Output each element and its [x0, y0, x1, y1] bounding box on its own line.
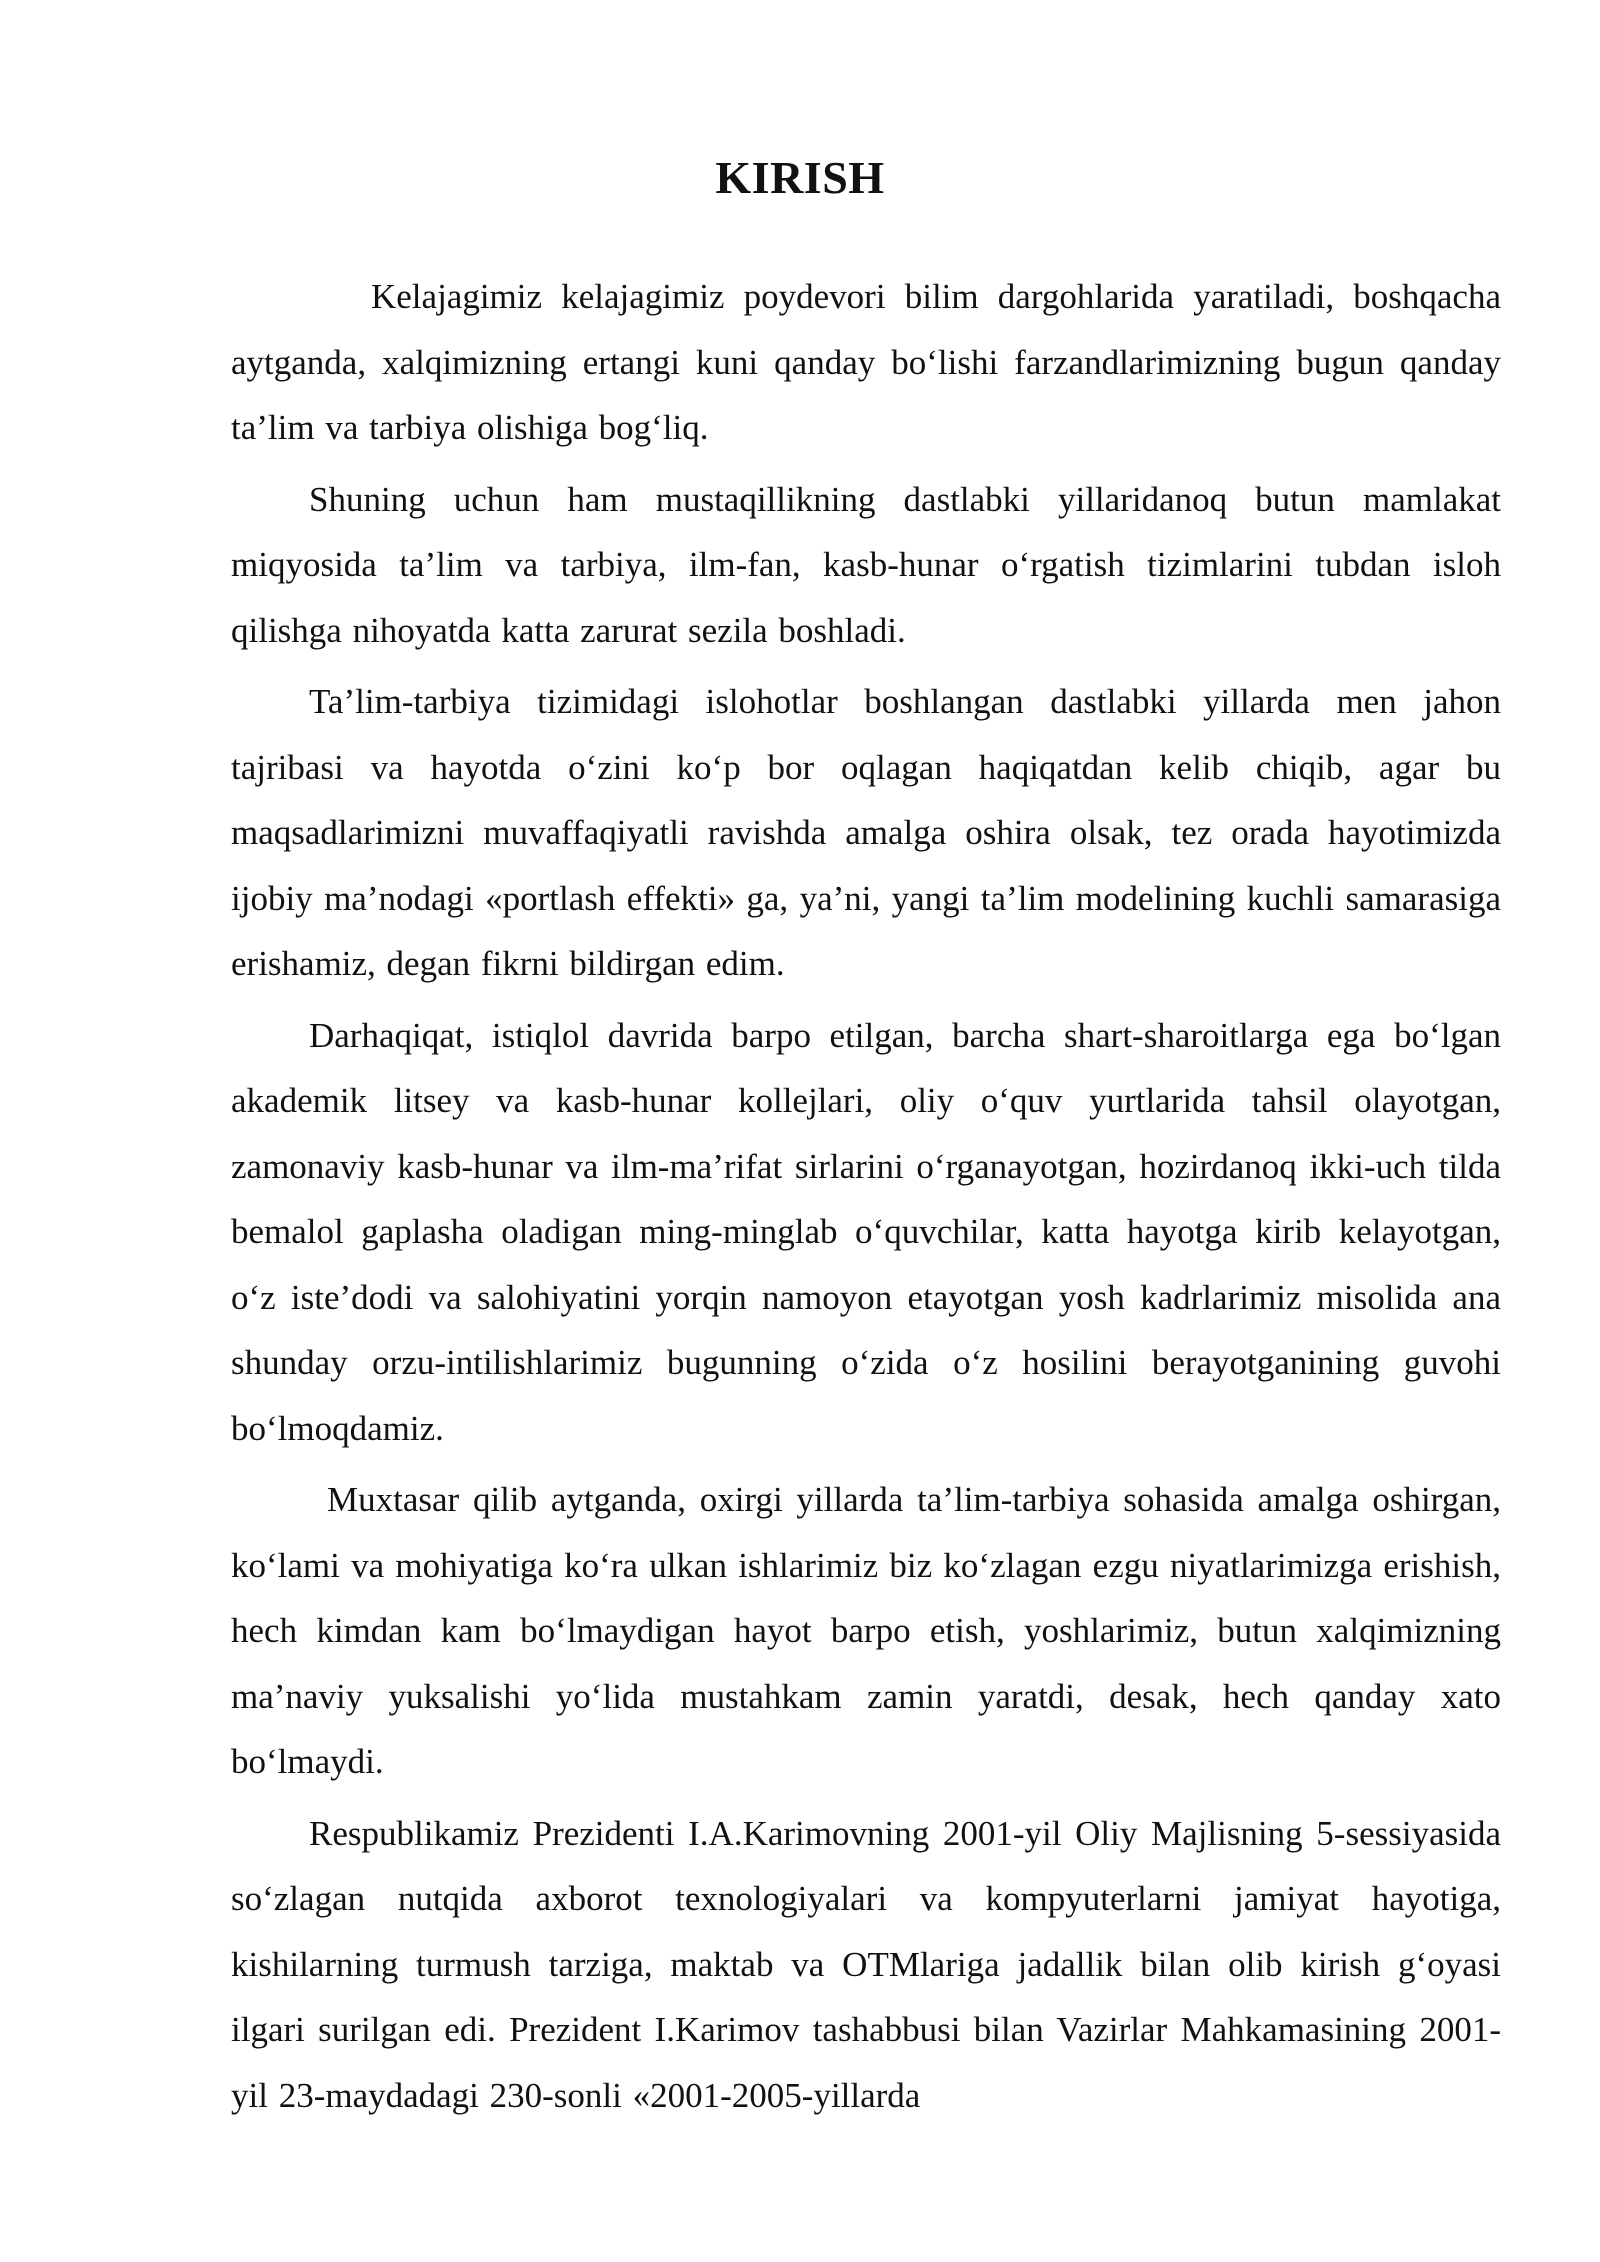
page-title: KIRISH [715, 152, 885, 203]
paragraph: Respublikamiz Prezidenti I.A.Karimovning 2001-yil Oliy Majlisning 5-sessiyasida so‘zlagan nutqida axborot texnologiyalari va kompyuterlarni jamiyat hayotiga, kishilarning turmush tarziga, maktab va OTMlariga jadallik bilan olib kirish g‘oyasi ilgari surilgan edi. Prezident I.Karimov tashabbusi bilan Vazirlar Mahkamasining 2001-yil 23-maydadagi 230-sonli «2001-2005-yillarda [231, 1813, 1501, 2115]
paragraph: Muxtasar qilib aytganda, oxirgi yillarda ta’lim-tarbiya sohasida amalga oshirgan, ko‘lami va mohiyatiga ko‘ra ulkan ishlarimiz biz ko‘zlagan ezgu niyatlarimizga erishish, hech kimdan kam bo‘lmaydigan hayot barpo etish, yoshlarimiz, butun xalqimizning ma’naviy yuksalishi yo‘lida mustahkam zamin yaratdi, desak, hech qanday xato bo‘lmaydi. [231, 1480, 1501, 1781]
paragraph: Kelajagimiz kelajagimiz poydevori bilim dargohlarida yaratiladi, boshqacha aytganda, xalqimizning ertangi kuni qanday bo‘lishi farzandlarimizning bugun qanday ta’lim va tarbiya olishiga bog‘liq. [231, 277, 1501, 447]
paragraph: Shuning uchun ham mustaqillikning dastlabki yillaridanoq butun mamlakat miqyosida ta’lim va tarbiya, ilm-fan, kasb-hunar o‘rgatish tizimlarini tubdan isloh qilishga nihoyatda katta zarurat sezila boshladi. [231, 479, 1501, 650]
document-body [231, 264, 1501, 2134]
paragraph: Darhaqiqat, istiqlol davrida barpo etilgan, barcha shart-sharoitlarga ega bo‘lgan akademik litsey va kasb-hunar kollejlari, oliy o‘quv yurtlarida tahsil olayotgan, zamonaviy kasb-hunar va ilm-ma’rifat sirlarini o‘rganayotgan, hozirdanoq ikki-uch tilda bemalol gaplasha oladigan ming-minglab o‘quvchilar, katta hayotga kirib kelayotgan, o‘z iste’dodi va salohiyatini yorqin namoyon etayotgan yosh kadrlarimiz misolida ana shunday orzu-intilishlarimiz bugunning o‘zida o‘z hosilini berayotganining guvohi bo‘lmoqdamiz. [231, 1015, 1501, 1448]
paragraph: Ta’lim-tarbiya tizimidagi islohotlar boshlangan dastlabki yillarda men jahon tajribasi va hayotda o‘zini ko‘p bor oqlagan haqiqatdan kelib chiqib, agar bu maqsadlarimizni muvaffaqiyatli ravishda amalga oshira olsak, tez orada hayotimizda ijobiy ma’nodagi «portlash effekti» ga, ya’ni, yangi ta’lim modelining kuchli samarasiga erishamiz, degan fikrni bildirgan edim. [231, 682, 1501, 983]
